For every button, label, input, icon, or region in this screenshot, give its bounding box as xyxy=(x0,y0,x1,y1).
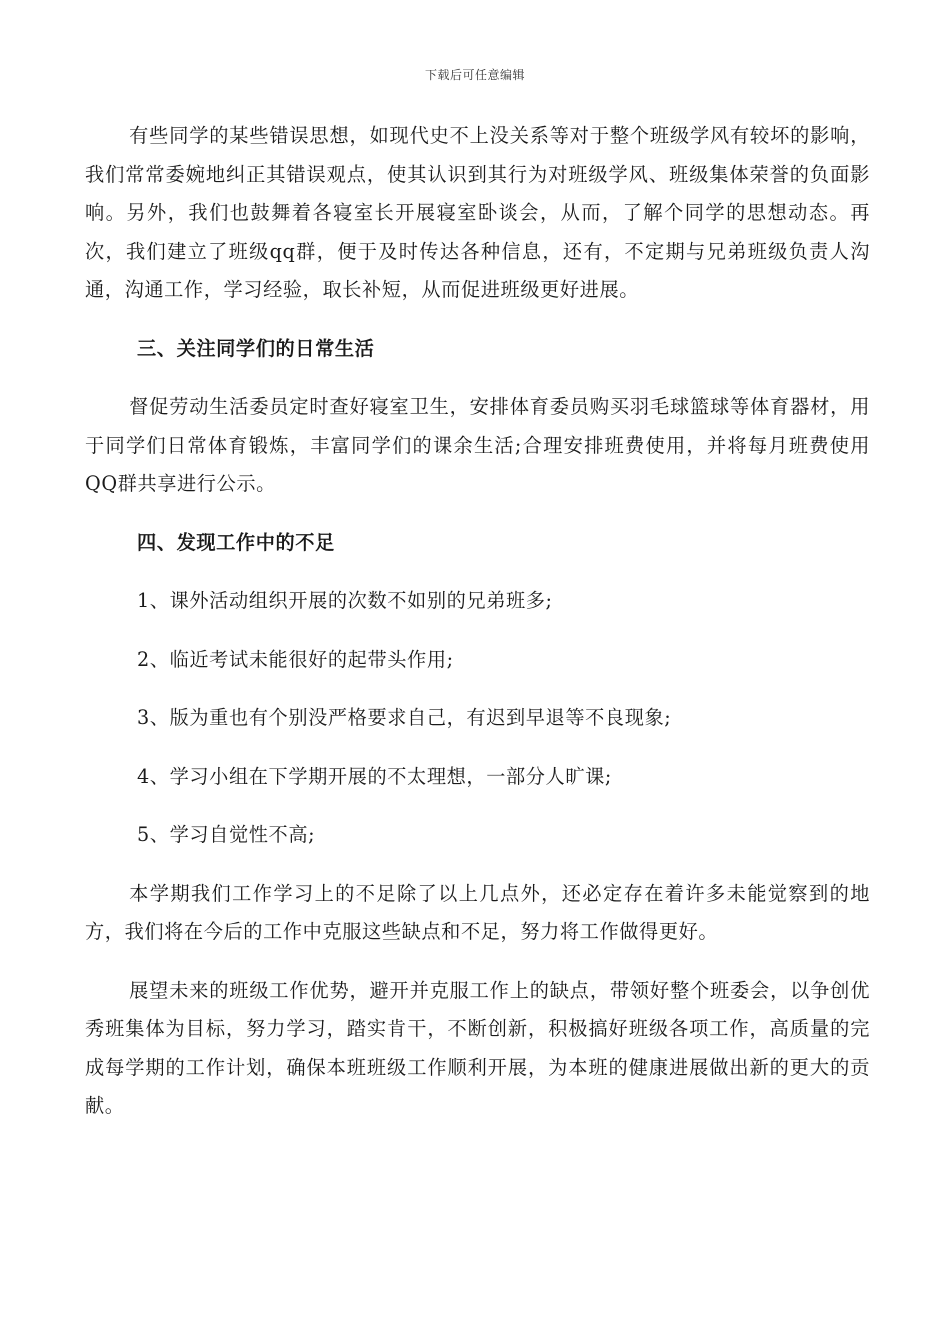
paragraph-daily-life: 督促劳动生活委员定时查好寝室卫生，安排体育委员购买羽毛球篮球等体育器材，用于同学们日常体育锻炼，丰富同学们的课余生活;合理安排班费使用，并将每月班费使用QQ群共享进行公示。 xyxy=(85,395,870,495)
paragraph-outlook: 展望未来的班级工作优势，避开并克服工作上的缺点，带领好整个班委会，以争创优秀班集体为目标，努力学习，踏实肯干，不断创新，积极搞好班级各项工作，高质量的完成每学期的工作计划，确保本班班级工作顺利开展，为本班的健康进展做出新的更大的贡献。 xyxy=(85,978,870,1117)
paragraph-class-atmosphere: 有些同学的某些错误思想，如现代史不上没关系等对于整个班级学风有较坏的影响，我们常常委婉地纠正其错误观点，使其认识到其行为对班级学风、班级集体荣誉的负面影响。另外，我们也鼓舞着各寝室长开展寝室卧谈会，从而，了解个同学的思想动态。再次，我们建立了班级qq群，便于及时传达各种信息，还有，不定期与兄弟班级负责人沟通，沟通工作，学习经验，取长补短，从而促进班级更好进展。 xyxy=(85,124,870,301)
section-heading-shortcomings: 四、发现工作中的不足 xyxy=(137,530,335,554)
spacer xyxy=(85,621,870,641)
document-body xyxy=(85,117,870,1126)
list-item: 1、课外活动组织开展的次数不如别的兄弟班多; xyxy=(137,589,553,612)
spacer xyxy=(85,310,870,330)
list-item: 5、学习自觉性不高; xyxy=(137,823,316,846)
paragraph-summary: 本学期我们工作学习上的不足除了以上几点外，还必定存在着许多未能觉察到的地方，我们将在今后的工作中克服这些缺点和不足，努力将工作做得更好。 xyxy=(85,881,870,943)
spacer xyxy=(85,368,870,388)
list-item: 4、学习小组在下学期开展的不太理想，一部分人旷课; xyxy=(137,764,612,788)
spacer xyxy=(85,952,870,972)
list-item: 2、临近考试未能很好的起带头作用; xyxy=(137,647,454,671)
spacer xyxy=(85,855,870,875)
spacer xyxy=(85,679,870,699)
section-heading-daily-life: 三、关注同学们的日常生活 xyxy=(137,336,375,360)
list-item: 3、版为重也有个别没严格要求自己，有迟到早退等不良现象; xyxy=(137,706,672,729)
spacer xyxy=(85,796,870,816)
header-note: 下载后可任意编辑 xyxy=(424,68,525,82)
spacer xyxy=(85,562,870,582)
spacer xyxy=(85,504,870,524)
spacer xyxy=(85,738,870,758)
